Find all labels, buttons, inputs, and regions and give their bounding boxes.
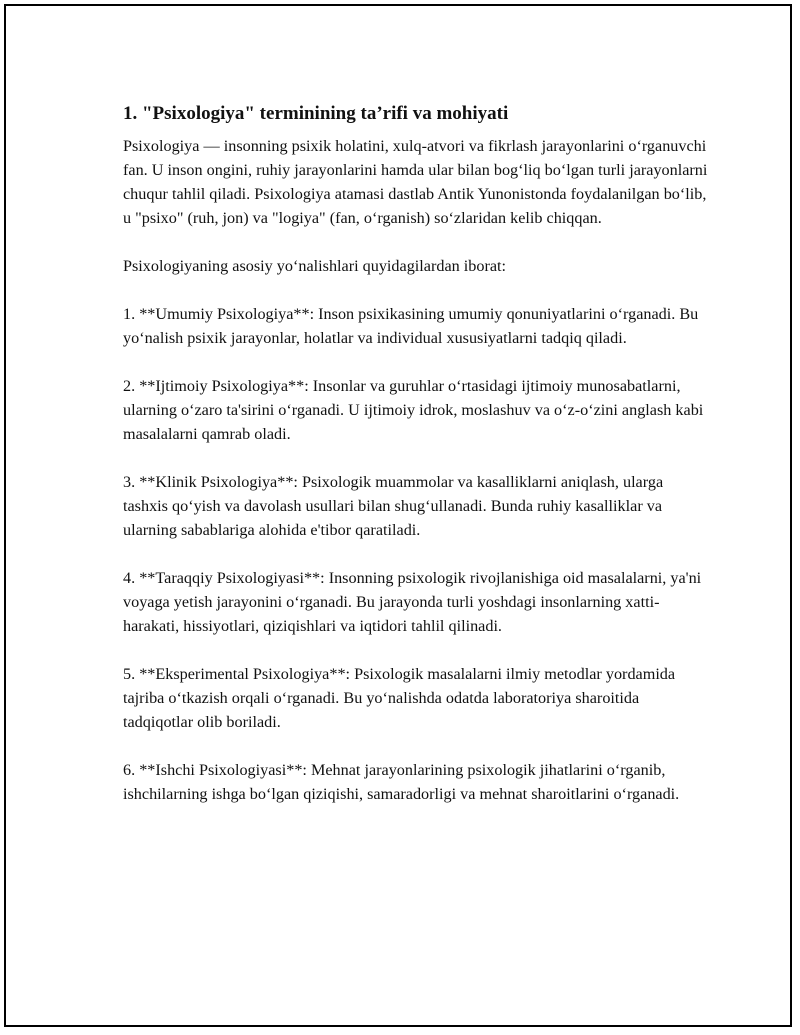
document-content (123, 102, 708, 830)
list-item-general-psychology: 1. **Umumiy Psixologiya**: Inson psixikasining umumiy qonuniyatlarini o‘rganadi. Bu yo‘nalish psixik jarayonlar, holatlar va individual xususiyatlarni tadqiq qiladi. (123, 305, 699, 347)
list-item-work-psychology: 6. **Ishchi Psixologiyasi**: Mehnat jarayonlarining psixologik jihatlarini o‘rganib, ishchilarning ishga bo‘lgan qiziqishi, samaradorligi va mehnat sharoitlarini o‘rganadi. (123, 761, 680, 803)
document-heading: 1. "Psixologiya" terminining ta’rifi va mohiyati (123, 103, 509, 124)
list-item-developmental-psychology: 4. **Taraqqiy Psixologiyasi**: Insonning psixologik rivojlanishiga oid masalalarni, ya'ni voyaga yetish jarayonini o‘rganadi. Bu jarayonda turli yoshdagi insonlarning xatti-harakati, hissiyotlari, qiziqishlari va iqtidori tahlil qilinadi. (123, 569, 702, 635)
document-page (4, 4, 792, 1027)
list-item-social-psychology: 2. **Ijtimoiy Psixologiya**: Insonlar va guruhlar o‘rtasidagi ijtimoiy munosabatlarni, ularning o‘zaro ta'sirini o‘rganadi. U ijtimoiy idrok, moslashuv va o‘z-o‘zini anglash kabi masalalarni qamrab oladi. (123, 377, 704, 443)
intro-paragraph: Psixologiya — insonning psixik holatini, xulq-atvori va fikrlash jarayonlarini o‘rganuvchi fan. U inson ongini, ruhiy jarayonlarini hamda ular bilan bog‘liq bo‘lgan turli jarayonlarni chuqur tahlil qiladi. Psixologiya atamasi dastlab Antik Yunonistonda foydalanilgan bo‘lib, u "psixo" (ruh, jon) va "logiya" (fan, o‘rganish) so‘zlaridan kelib chiqqan. (123, 137, 708, 227)
directions-intro-paragraph: Psixologiyaning asosiy yo‘nalishlari quyidagilardan iborat: (123, 257, 507, 275)
list-item-experimental-psychology: 5. **Eksperimental Psixologiya**: Psixologik masalalarni ilmiy metodlar yordamida tajriba o‘tkazish orqali o‘rganadi. Bu yo‘nalishda odatda laboratoriya sharoitida tadqiqotlar olib boriladi. (123, 665, 676, 731)
list-item-clinical-psychology: 3. **Klinik Psixologiya**: Psixologik muammolar va kasalliklarni aniqlash, ularga tashxis qo‘yish va davolash usullari bilan shug‘ullanadi. Bunda ruhiy kasalliklar va ularning sabablariga alohida e'tibor qaratiladi. (123, 473, 664, 539)
